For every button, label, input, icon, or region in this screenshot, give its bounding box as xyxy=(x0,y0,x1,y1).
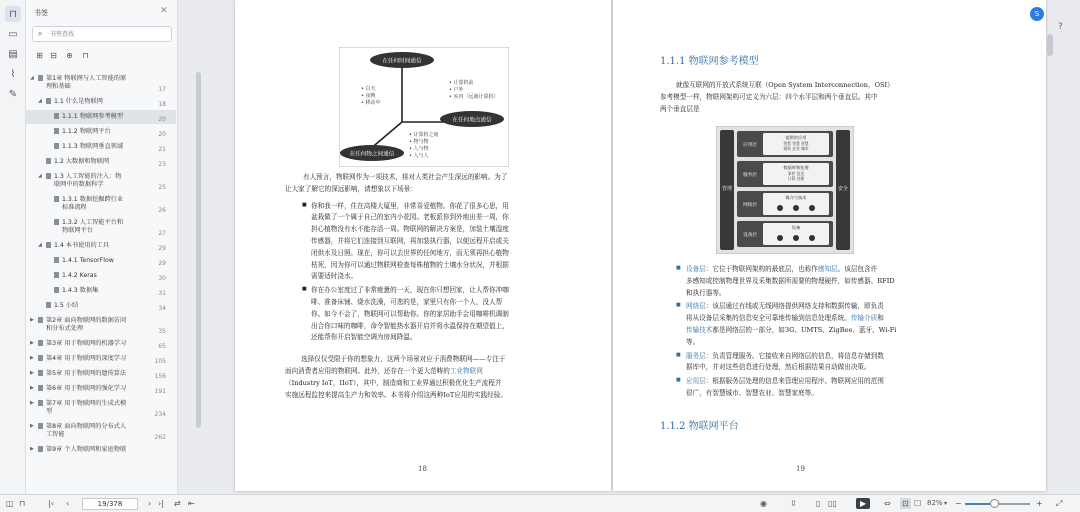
rotate-icon[interactable]: ⇄ xyxy=(174,499,181,508)
bookmark-item-icon xyxy=(54,219,59,225)
toc-item-label: 1.1 什么是物联网 xyxy=(54,98,103,105)
toc-item-label: 1.4.1 TensorFlow xyxy=(62,257,114,264)
toc-item-page: 65 xyxy=(158,343,166,350)
fit-page-icon[interactable]: ⊡ xyxy=(902,499,909,508)
toc-item[interactable] xyxy=(26,155,176,169)
toc-item-label: 第7章 用于物联网的生成式模 型 xyxy=(46,400,127,415)
toc-item-label: 1.1.1 物联网参考模型 xyxy=(62,113,124,120)
signature-icon[interactable]: ✎ xyxy=(8,88,18,100)
toc-item-page: 20 xyxy=(158,131,166,138)
diagram-device-icon xyxy=(777,205,783,211)
diagram-layer-title: 提供的应用 xyxy=(785,135,807,140)
diagram-list-item: • 计算机之间 xyxy=(409,132,439,138)
bookmark-item-icon xyxy=(54,196,59,202)
expand-arrow-icon: ◢ xyxy=(30,75,34,81)
diagram-list-item: • 白天 xyxy=(361,86,376,92)
bookmark-tool-icon[interactable]: ⊓ xyxy=(82,51,89,60)
toc-item-page: 262 xyxy=(154,434,166,441)
diagram-bottom-node: 在任何物之间通信 xyxy=(349,151,395,158)
zoom-slider-handle[interactable] xyxy=(990,499,999,508)
paragraph-line: 实施远程监控来提高生产力和效率。本书将介绍这两种IoT应用的实践经验。 xyxy=(285,390,507,399)
toc-item-page: 23 xyxy=(158,161,166,168)
bookmark-panel-icon[interactable]: ⊓ xyxy=(19,499,26,508)
diagram-security-bar: 安全 xyxy=(837,186,849,192)
bullet-icon: ■ xyxy=(676,302,681,309)
status-bar xyxy=(0,494,1080,512)
diagram-list-item: • 人与物 xyxy=(409,146,429,152)
bullet-line: 需要适时浇水。 xyxy=(311,272,358,281)
diagram-layer-title: 数据库和处理 xyxy=(783,165,809,170)
iiot-link[interactable]: 工业物联网 xyxy=(449,367,483,375)
toc-item-label: 1.4 本书使用的工具 xyxy=(54,242,110,249)
toc-item-page: 30 xyxy=(158,275,166,282)
bookmark-sidebar xyxy=(26,0,178,494)
bullet-line xyxy=(686,351,884,363)
bullet-icon: ■ xyxy=(302,286,307,293)
paragraph-line: 两个垂直层是 xyxy=(660,104,700,113)
single-page-icon[interactable]: ▯ xyxy=(816,499,821,508)
expand-arrow-icon: ▶ xyxy=(30,370,34,376)
bullet-line xyxy=(686,337,699,349)
iot-anytime-anywhere-diagram xyxy=(339,47,509,167)
sidebar-toggle-icon[interactable]: ◫ xyxy=(6,499,14,508)
toc-item[interactable] xyxy=(26,337,176,351)
eye-protect-icon[interactable]: ◉ xyxy=(760,499,767,508)
paragraph-text: 面向消费者应用的物联网。此外，还存在一个更大范畴的 xyxy=(285,367,450,375)
bullet-text: ：负责管理服务。它接收来自网络层的信息，将信息存储到数 xyxy=(705,351,884,360)
toc-item[interactable] xyxy=(26,284,176,298)
bookmark-item-icon xyxy=(54,287,59,293)
diagram-management-bar: 管理 xyxy=(721,186,733,192)
bookmark-item-icon xyxy=(38,385,43,391)
bullet-text: 和 xyxy=(877,314,884,323)
bookmark-icon[interactable]: ⊓ xyxy=(5,6,21,22)
expand-arrow-icon: ▶ xyxy=(30,355,34,361)
expand-arrow-icon: ▶ xyxy=(30,446,34,452)
expand-arrow-icon: ◢ xyxy=(38,242,42,248)
bullet-line xyxy=(686,388,818,400)
bookmark-item-icon xyxy=(38,400,43,406)
diagram-list-item: • 物与物 xyxy=(409,139,429,145)
diagram-right-node: 在任何地点通信 xyxy=(452,117,492,124)
zoom-out-icon[interactable]: − xyxy=(955,499,962,508)
bullet-text: 将从设备层采集的信息安全可靠地传输到信息处理系统。 xyxy=(686,314,851,323)
bullet-line: 枯死，因为你可以通过物联网检查每株植物的土壤水分状况，并根据 xyxy=(311,260,509,269)
fit-width-icon[interactable]: ⇔ xyxy=(884,499,891,508)
diagram-list-item: • 室内（远离计算机） xyxy=(449,94,499,100)
toc-item-page: 21 xyxy=(158,146,166,153)
toc-item-label: 1.5 小结 xyxy=(54,302,79,309)
bullet-text: 都是网络层的一部分，如3G、UMTS、ZigBee、蓝牙、Wi-Fi xyxy=(712,326,897,334)
bookmark-item-icon xyxy=(46,242,51,248)
iot-reference-model-diagram xyxy=(716,126,854,254)
diagram-list-item: • 移动中 xyxy=(361,100,381,106)
next-page-icon[interactable]: › xyxy=(148,499,152,508)
sidebar-title: 书签 xyxy=(34,9,48,17)
page-number: 19 xyxy=(796,465,805,473)
bullet-line: 你在办公室度过了非常疲惫的一天，现在你只想回家，让人帮你冲咖 xyxy=(311,286,509,295)
document-scrollbar[interactable] xyxy=(1047,34,1053,56)
attachment-icon[interactable]: ⌇ xyxy=(10,68,16,80)
bullet-line: 你和我一样，住在高楼大厦里，非常喜爱植物。你花了很多心思，用 xyxy=(311,201,509,210)
diagram-layer-name: 网络层 xyxy=(743,203,757,208)
paragraph-line: 选择仅仅受限于你的想象力，这两个场景对应于消费物联网——专注于 xyxy=(301,355,506,364)
toc-item[interactable] xyxy=(26,140,176,154)
bookmark-item-icon xyxy=(54,272,59,278)
first-page-icon[interactable]: |‹ xyxy=(48,499,54,508)
bookmark-item-icon xyxy=(54,257,59,263)
diagram-layer-title: 媒介与技术 xyxy=(785,195,807,200)
diagram-device-icon xyxy=(809,235,815,241)
toc-item-page: 156 xyxy=(154,373,166,380)
paragraph-line: 有人预言，物联网作为一项技术，将对人类社会产生深远的影响。为了 xyxy=(303,173,508,181)
section-heading: 1.1.1 物联网参考模型 xyxy=(660,56,759,67)
page-19 xyxy=(613,0,1046,491)
bullet-line: 出合你口味的咖啡，命令智能热水器开启并将水温保持在期望值上， xyxy=(311,321,509,330)
diagram-list-item: • 夜晚 xyxy=(361,93,376,99)
zoom-in-icon[interactable]: + xyxy=(1036,499,1043,508)
bookmark-tree xyxy=(26,68,178,494)
diagram-layer-content: 智慧 智慧 智慧 xyxy=(783,141,809,146)
toc-item-label: 第5章 用于物联网的遗传算法 xyxy=(46,370,127,377)
exit-icon[interactable]: ⇤ xyxy=(188,499,195,508)
diagram-layer-name: 服务层 xyxy=(743,173,757,178)
toc-item-page: 25 xyxy=(158,184,166,191)
bullet-text: ：该层通过有线或无线网络提供网络支持和数据传输，即负责 xyxy=(705,302,884,311)
toc-item[interactable] xyxy=(26,216,176,238)
bullet-text: 多感知或控制物理世界及采集数据所需要的物理硬件，如传感器、RFID xyxy=(686,276,895,285)
bullet-icon: ■ xyxy=(676,351,681,358)
layer-term: 应用层 xyxy=(686,377,706,386)
page-number-input[interactable]: 19/378 xyxy=(82,498,138,510)
bookmark-item-icon xyxy=(46,302,51,308)
bookmark-item-icon xyxy=(38,75,43,81)
toc-item-page: 191 xyxy=(154,388,166,395)
toc-item-label: 1.1.2 物联网平台 xyxy=(62,128,111,135)
bullet-line xyxy=(686,276,895,288)
toc-item-page: 18 xyxy=(158,101,166,108)
diagram-layer-content: 计算 处理 xyxy=(787,176,805,181)
sidebar-scrollbar[interactable] xyxy=(196,72,201,428)
diagram-list-item: • 计算机前 xyxy=(449,80,474,86)
bullet-line xyxy=(686,288,726,300)
avatar[interactable]: S xyxy=(1030,7,1044,21)
toc-item[interactable] xyxy=(26,170,176,192)
icon-rail xyxy=(0,0,26,494)
bookmark-item-icon xyxy=(38,355,43,361)
bullet-text: 等。 xyxy=(686,337,700,346)
bookmark-item-icon xyxy=(46,158,51,164)
diagram-layer-title: 设备 xyxy=(791,225,801,230)
bullet-line: 还能帮你开启智能空调为房间降温。 xyxy=(311,333,417,342)
toc-item-label: 1.3.2 人工智能平台和 物联网平台 xyxy=(62,219,124,234)
bookmark-item-icon xyxy=(46,173,51,179)
bookmark-item-icon xyxy=(54,113,59,119)
paragraph-line: 让大家了解它的深远影响，请想象以下场景： xyxy=(285,184,417,193)
diagram-list-item: • 人与人 xyxy=(409,153,429,159)
bullet-line: 传感器，并将它们连接到互联网，再加装执行器，以便远程开启或关 xyxy=(311,237,509,245)
diagram-top-node: 在任何时间通信 xyxy=(382,58,422,65)
toc-item-label: 1.3.1 数据挖掘跨行业 标准流程 xyxy=(62,196,124,211)
bookmark-item-icon xyxy=(38,370,43,376)
thumbnail-icon[interactable]: ▭ xyxy=(8,28,18,40)
toc-item[interactable] xyxy=(26,72,176,94)
expand-arrow-icon: ▶ xyxy=(30,317,34,323)
page-18 xyxy=(235,0,611,491)
toc-item-page: 27 xyxy=(158,230,166,237)
toc-item[interactable] xyxy=(26,193,176,215)
highlight-term: 传输介质 xyxy=(850,314,878,323)
zoom-level[interactable]: 82% xyxy=(927,499,943,507)
toc-item[interactable] xyxy=(26,397,176,419)
bullet-line: 啡、准备床铺、烧水洗澡，可悲的是，家里只有你一个人，没人帮 xyxy=(311,298,503,306)
bookmark-item-icon xyxy=(54,143,59,149)
toc-item[interactable] xyxy=(26,269,176,283)
expand-arrow-icon: ▶ xyxy=(30,340,34,346)
toc-item-label: 第2章 面向物联网的数据访问 和分布式处理 xyxy=(46,317,127,332)
toc-item-page: 29 xyxy=(158,260,166,267)
bullet-text: 很广，有智慧城市、智慧农业、智慧家庭等。 xyxy=(686,389,818,397)
section-heading-2: 1.1.2 物联网平台 xyxy=(660,421,739,432)
paragraph-line: （Industry IoT，IIoT），其中，制造商和工业界通过积极优化生产流程并 xyxy=(285,378,502,387)
toc-item-label: 1.4.3 数据集 xyxy=(62,287,99,294)
diagram-layer-content: 建筑 农业 城市 xyxy=(783,146,809,151)
bookmark-item-icon xyxy=(38,340,43,346)
bullet-line: 你。如今不会了，物联网可以帮助你。你的家居助手会用咖啡机调制 xyxy=(311,309,509,318)
diagram-device-icon xyxy=(809,205,815,211)
search-icon: ⌕ xyxy=(38,29,43,38)
diagram-layer-content: 事件 信息 xyxy=(787,171,805,176)
toc-item[interactable] xyxy=(26,382,176,396)
toc-item-label: 第9章 个人物联网和家庭物联 xyxy=(46,446,127,453)
highlight-term: 传输技术 xyxy=(686,326,713,334)
toc-item[interactable] xyxy=(26,254,176,268)
toc-item[interactable] xyxy=(26,443,176,457)
bookmark-item-icon xyxy=(38,446,43,452)
toc-item-page: 34 xyxy=(158,305,166,312)
toc-item-page: 17 xyxy=(158,86,166,93)
highlight-term: 感知层 xyxy=(817,265,838,273)
bullet-text: 和执行器等。 xyxy=(686,288,726,297)
bullet-line: 闭供水及日照。现在，你可以去世界的任何地方，而无须再担心植物 xyxy=(311,248,509,257)
actual-size-icon[interactable]: ☐ xyxy=(914,499,922,508)
toc-item[interactable] xyxy=(26,125,176,139)
help-icon[interactable]: ? xyxy=(1058,22,1063,32)
expand-arrow-icon: ▶ xyxy=(30,400,34,406)
bullet-text: ：它位于物联网架构的最底层，也称作 xyxy=(705,265,818,273)
bullet-line xyxy=(686,325,896,337)
bullet-icon: ■ xyxy=(302,201,307,208)
toc-item-page: 26 xyxy=(158,207,166,214)
toc-item-label: 1.4.2 Keras xyxy=(62,272,97,279)
toc-item[interactable] xyxy=(26,239,176,253)
collapse-all-icon[interactable]: ⊟ xyxy=(50,51,57,60)
layer-term: 网络层 xyxy=(686,302,706,311)
diagram-device-icon xyxy=(777,235,783,241)
toc-item-label: 第3章 用于物联网的机器学习 xyxy=(46,340,127,347)
search-input[interactable] xyxy=(50,29,165,40)
toc-item-page: 35 xyxy=(158,328,166,335)
toc-item[interactable] xyxy=(26,352,176,366)
split-icon[interactable]: ⇳ xyxy=(790,499,797,508)
bookmark-item-icon xyxy=(38,423,43,429)
toc-item[interactable] xyxy=(26,95,176,109)
bullet-line: 盆栽做了一个属于自己的室内小花园。老板派你到外地出差一周，你 xyxy=(311,213,509,222)
toc-item-page: 31 xyxy=(158,290,166,297)
toc-item-label: 1.1.3 物联网垂直领域 xyxy=(62,143,124,150)
bullet-line: 担心植物没有水不能存活一周。物联网的解决方案是，加装土壤湿度 xyxy=(311,225,509,234)
diagram-layer-name: 设备层 xyxy=(743,233,757,238)
bullet-line xyxy=(686,264,877,276)
toc-item-page: 29 xyxy=(158,245,166,252)
fullscreen-icon[interactable]: ⤢ xyxy=(1056,499,1063,508)
bullet-text: ：根据服务层处理的信息来管理应用程序。物联网应用的范围 xyxy=(705,377,884,386)
toc-item-label: 第6章 用于物联网的强化学习 xyxy=(46,385,127,392)
toc-item[interactable] xyxy=(26,314,176,336)
bullet-text: 。该层包含许 xyxy=(837,265,878,273)
diagram-list-item: • 户外 xyxy=(449,87,464,93)
bullet-text: 据库中，并对这些信息进行处理，然后根据结果自动做出决策。 xyxy=(686,363,871,372)
bookmark-item-icon xyxy=(38,317,43,323)
paragraph-line: 就像互联网的开放式系统互联（Open System Interconnection，OSI） xyxy=(676,81,894,89)
toc-item[interactable] xyxy=(26,299,176,313)
bookmark-item-icon xyxy=(54,128,59,134)
bullet-line xyxy=(686,362,871,374)
toc-item-page: 20 xyxy=(158,116,166,123)
diagram-device-icon xyxy=(793,235,799,241)
close-icon[interactable]: ✕ xyxy=(160,6,168,16)
diagram-layer-name: 应用层 xyxy=(743,143,757,148)
last-page-icon[interactable]: ›| xyxy=(158,499,164,508)
zoom-dropdown-icon[interactable]: ▾ xyxy=(944,500,948,507)
double-page-icon[interactable]: ▯▯ xyxy=(828,499,837,508)
expand-arrow-icon: ◢ xyxy=(38,98,42,104)
bullet-line xyxy=(686,376,884,388)
expand-arrow-icon: ▶ xyxy=(30,423,34,429)
paragraph-line xyxy=(285,366,483,378)
bullet-line xyxy=(686,313,884,325)
expand-arrow-icon: ▶ xyxy=(30,385,34,391)
diagram-device-icon xyxy=(793,205,799,211)
toc-item[interactable] xyxy=(26,110,176,124)
layer-term: 设备层 xyxy=(686,265,706,273)
toc-item-page: 234 xyxy=(154,411,166,418)
bullet-icon: ■ xyxy=(676,377,681,384)
bookmark-item-icon xyxy=(46,98,51,104)
toc-item-page: 105 xyxy=(154,358,166,365)
toc-item-label: 1.3 人工智能的注入：物 联网中的数据科学 xyxy=(54,173,122,188)
comment-icon[interactable]: ▤ xyxy=(8,48,18,60)
toc-item-label: 第4章 用于物联网的深度学习 xyxy=(46,355,127,362)
toc-item-label: 1.2 大数据和物联网 xyxy=(54,158,110,165)
paragraph-line: 参考模型一样，物联网架构可定义为六层：四个水平层和两个垂直层。其中 xyxy=(660,92,878,101)
add-bookmark-icon[interactable]: ⊕ xyxy=(66,51,73,60)
toc-item-label: 第8章 面向物联网的分布式人 工智能 xyxy=(46,423,127,438)
toc-item-label: 第1章 物联网与人工智能的原 理和基础 xyxy=(46,75,127,90)
toc-item[interactable] xyxy=(26,420,176,442)
expand-arrow-icon: ◢ xyxy=(38,173,42,179)
toc-item[interactable] xyxy=(26,367,176,381)
page-number: 18 xyxy=(418,465,427,473)
bullet-icon: ■ xyxy=(676,265,681,271)
play-icon[interactable]: ▶ xyxy=(856,498,870,509)
expand-all-icon[interactable]: ⊞ xyxy=(36,51,43,60)
layer-term: 服务层 xyxy=(686,351,706,360)
bullet-line xyxy=(686,301,884,313)
bookmark-search[interactable] xyxy=(32,26,172,42)
prev-page-icon[interactable]: ‹ xyxy=(66,499,70,508)
